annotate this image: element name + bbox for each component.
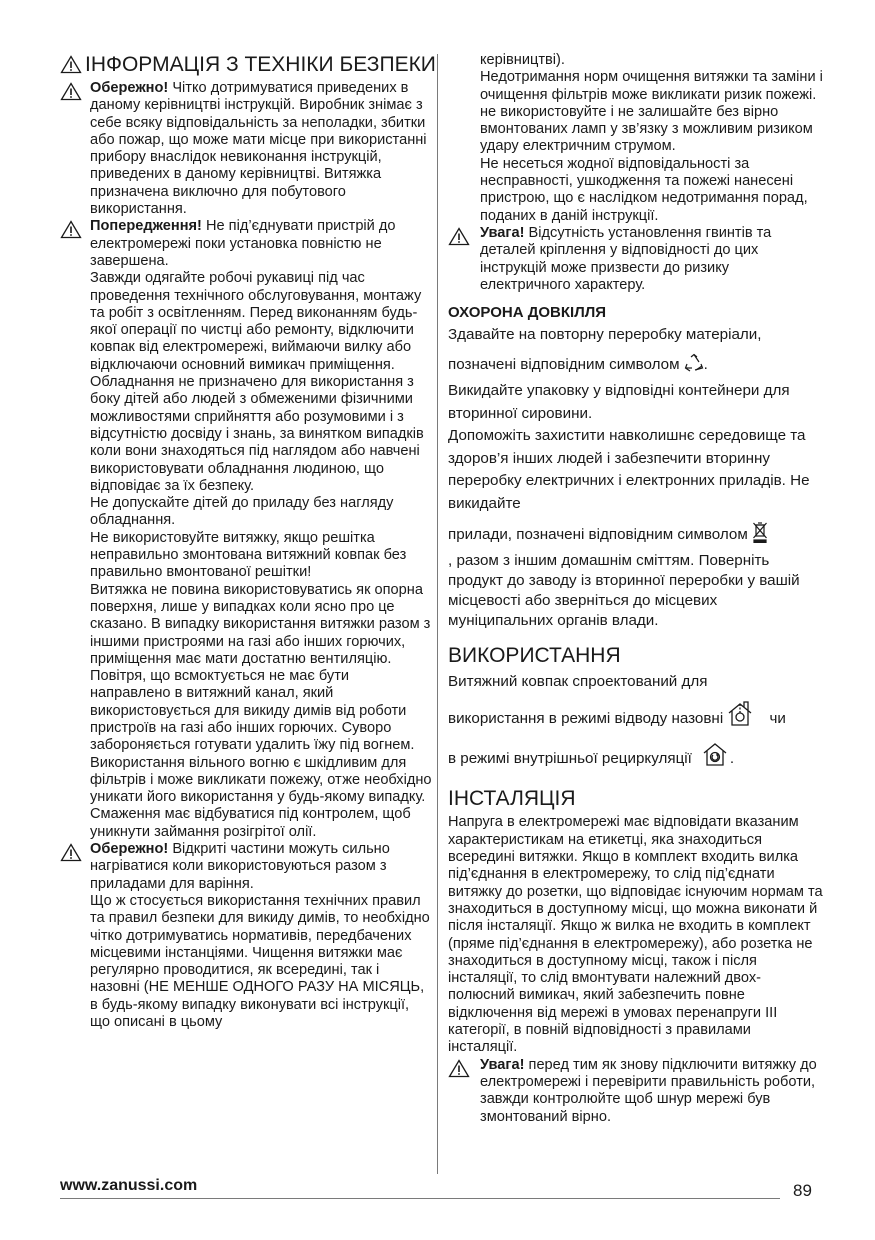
env-line: Допоможіть захистити навколишнє середовище та здоров’я інших людей і забезпечити вторинну переробку електричних і електронних приладів. Не викидайте	[448, 427, 810, 512]
installation-heading: ІНСТАЛЯЦІЯ	[448, 787, 576, 811]
env-line: , разом з іншим домашнім сміттям. Поверніть продукт до заводу із вторинної переробки у вашій місцевості або зверніться до місцевих муніципальних органів влади.	[448, 551, 800, 629]
usage-line: Витяжний ковпак спроектований для	[448, 672, 708, 690]
usage-heading: ВИКОРИСТАННЯ	[448, 643, 621, 667]
note-text: перед тим як знову підключити витяжку до електромережі і перевірити правильність роботи, завжди контролюйте щоб шнур мережі був змонтований вірно.	[480, 1056, 817, 1125]
caution-label: Обережно!	[90, 80, 169, 96]
paragraph: Витяжка не повина використовуватись як опорна поверхня, лише у випадках коли ясно про це сказано. В випадку використання витяжки разом з іншими пристроями на газі або інших горючих, приміщення має мати достатню вентиляцію. Повітря, що всмоктується не має бути направлено в витяжний канал, який використовується для викиду димів від роботи пристроїв на газі або інших горючих. Суворо забороняється готувати удалить їжу під вогнем.	[90, 581, 431, 754]
caution-block-2	[60, 841, 432, 893]
usage-line: в режимі внутрішньої рециркуляції .	[448, 741, 823, 775]
page-number: 89	[793, 1181, 812, 1200]
environment-heading: ОХОРОНА ДОВКІЛЛЯ	[448, 304, 607, 322]
exhaust-mode-icon	[727, 701, 755, 735]
warning-text: Не під’єднувати пристрій до електромережі поки установка повністю не завершена.	[90, 218, 396, 269]
warning-icon	[448, 227, 470, 246]
warning-label: Попередження!	[90, 218, 202, 235]
paragraph: Недотримання норм очищення витяжки та заміни і очищення фільтрів може викликати ризик пожежі.	[480, 69, 823, 103]
recycle-icon	[684, 353, 704, 381]
caution-block-1	[60, 80, 432, 218]
right-column	[448, 52, 823, 1126]
caution-text: Чітко дотримуватися приведених в даному керівництві інструкцій. Виробник знімає з себе всяку відповідальність за неполадки, збитки або пожар, що може мати місце при використанні прибору внаслідок невиконання інструкцій, приведених в даному керівництві. Витяжка призначена виключно для побутового використання.	[90, 80, 427, 218]
crossed-bin-icon	[752, 521, 768, 551]
warning-block	[60, 218, 432, 270]
paragraph: Смаження має відбуватися під контролем, щоб уникнути займання розігрітої олії.	[90, 806, 411, 840]
note-block-2	[448, 1057, 823, 1126]
env-line: позначені відповідним символом .	[448, 353, 823, 381]
env-line: Викидайте упаковку у відповідні контейнери для вторинної сировини.	[448, 382, 790, 422]
safety-heading: ІНФОРМАЦІЯ З ТЕХНІКИ БЕЗПЕКИ	[60, 52, 432, 78]
caution-text: Відкриті частини можуть сильно нагріватися коли використовуються разом з приладами для варіння.	[90, 841, 390, 892]
installation-text: Напруга в електромережі має відповідати вказаним характеристикам на етикетці, яка знаходиться всередині витяжки. Якщо в комплект входить вилка під’єднання в електромережу, то слід під’єднати витяжку до розетки, що відповідає існуючим нормам та знаходиться в доступному місці, що можна виконати й після інсталяції. Якщо ж вилка не входить в комплект (пряме під’єднання в електромережу), або розетка не знаходиться в доступному місці, також і після інсталяції, то слід вмонтувати належний двох-полюсний вимикач, який забезпечить повне відключення від мережі в умовах перенапруги III категорії, в повній відповідності з правилами інсталяції.	[448, 814, 823, 1056]
env-line: Здавайте на повторну переробку матеріали,	[448, 326, 762, 344]
warning-icon	[60, 843, 82, 862]
env-line: прилади, позначені відповідним символом	[448, 521, 823, 551]
note-label: Увага!	[480, 224, 525, 241]
recirculation-mode-icon	[702, 741, 730, 775]
warning-icon	[60, 82, 82, 101]
paragraph: Завжди одягайте робочі рукавиці під час проведення технічного обслуговування, монтажу та робіт з освітленням. Перед виконанням будь-якої операції по чистці або ремонту, відключити ковпак від електромережі, виймаючи вилку або відключаючи основний вимикач приміщення. Обладнання не призначено для використання з боку дітей або людей з обмеженими фізичними можливостями сприйняття або розумовими і з відсутністю досвіду і знань, за винятком випадків коли вони знаходяться під наглядом або навчені використовувати обладнання людиною, що відповідає за їх безпеку.	[90, 270, 424, 494]
paragraph: Що ж стосується використання технічних правил та правил безпеки для викиду димів, то необхідно чітко дотримуватись нормативів, передбачених місцевими інстанціями. Чищення витяжки має регулярно проводитися, як всередині, так і назовні (НЕ МЕНШЕ ОДНОГО РАЗУ НА МІСЯЦЬ, в будь-якому випадку виконувати всі інструкції, що описані в цьому	[90, 892, 430, 1031]
warning-icon	[60, 55, 82, 74]
left-column	[60, 52, 436, 1031]
warning-icon	[60, 220, 82, 239]
footer-divider	[60, 1198, 780, 1199]
warning-icon	[448, 1059, 470, 1078]
paragraph: керівництві).	[480, 52, 565, 68]
paragraph: Не допускайте дітей до приладу без нагляду обладнання.	[90, 495, 394, 529]
footer-website[interactable]: www.zanussi.com	[60, 1177, 198, 1194]
usage-line: використання в режимі відводу назовні чи	[448, 701, 823, 735]
paragraph: Використання вільного вогню є шкідливим для фільтрів і може викликати пожежу, отже необхідно уникати його використання у будь-якому випадку.	[90, 754, 432, 806]
caution-label: Обережно!	[90, 841, 169, 858]
column-divider	[437, 54, 438, 1174]
note-label: Увага!	[480, 1056, 525, 1073]
note-block-1	[448, 225, 823, 294]
paragraph: Не використовуйте витяжку, якщо решітка неправильно змонтована витяжний ковпак без правильно вмонтованої решітки!	[90, 529, 407, 581]
paragraph: не використовуйте і не залишайте без вірно вмонтованих ламп у зв’язку з можливим ризиком удару електричним струмом.	[480, 103, 813, 155]
paragraph: Не несеться жодної відповідальності за несправності, ушкодження та пожежі нанесені пристрою, що є наслідком недотримання порад, поданих в даній інструкції.	[480, 155, 808, 224]
note-text: Відсутність установлення гвинтів та деталей кріплення у відповідності до цих інструкцій може призвести до ризику електричного характеру.	[480, 224, 772, 293]
